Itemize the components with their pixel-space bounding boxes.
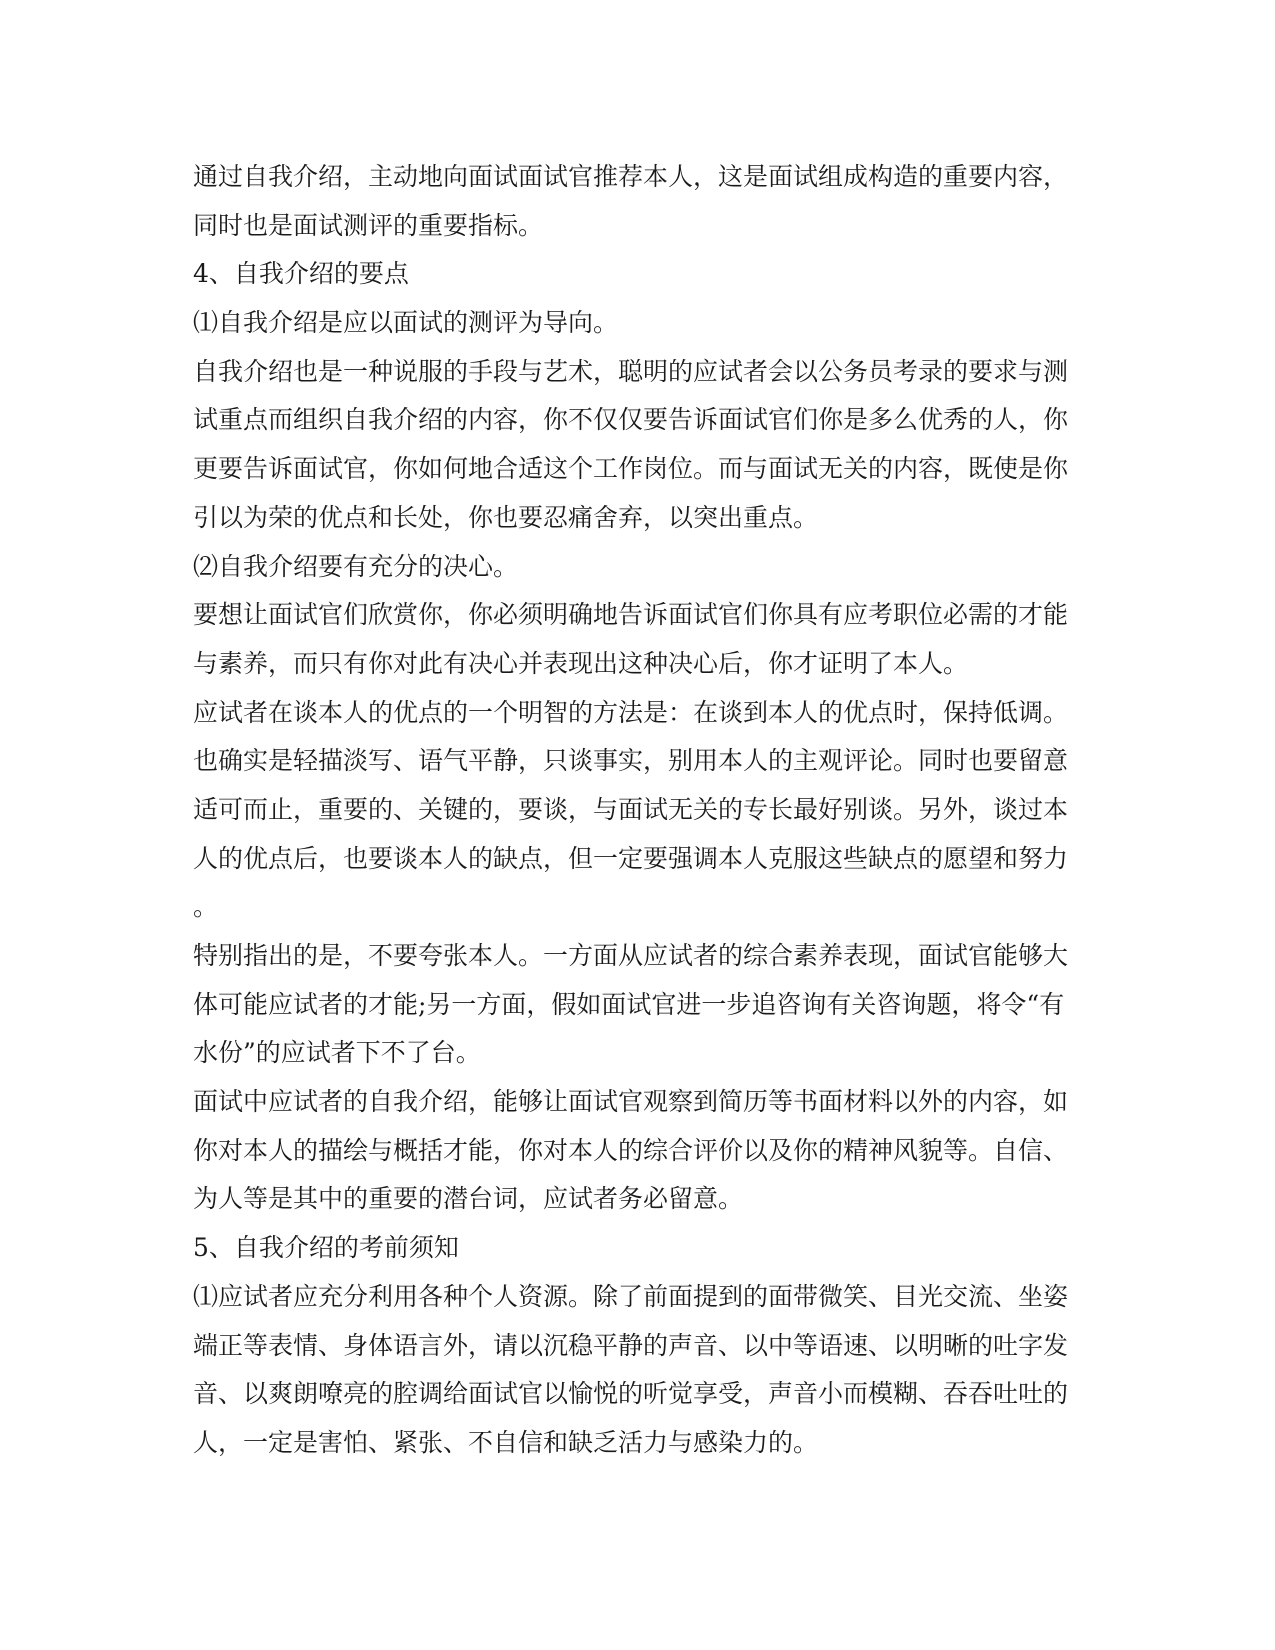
paragraph-line: 引以为荣的优点和长处，你也要忍痛舍弃，以突出重点。: [193, 502, 819, 532]
paragraph-line: 为人等是其中的重要的潜台词，应试者务必留意。: [193, 1184, 744, 1214]
paragraph-line: 试重点而组织自我介绍的内容，你不仅仅要告诉面试官们你是多么优秀的人，你: [193, 405, 1069, 435]
paragraph-line: 要想让面试官们欣赏你，你必须明确地告诉面试官们你具有应考职位必需的才能: [193, 600, 1069, 630]
paragraph-line: ⑴应试者应充分利用各种个人资源。除了前面提到的面带微笑、目光交流、坐姿: [193, 1281, 1069, 1311]
paragraph-line: 体可能应试者的才能;另一方面，假如面试官进一步追咨询有关咨询题，将令“有: [193, 989, 1065, 1019]
paragraph-line: 水份”的应试者下不了台。: [193, 1038, 481, 1068]
paragraph-line: 也确实是轻描淡写、语气平静，只谈事实，别用本人的主观评论。同时也要留意: [193, 746, 1069, 776]
paragraph-line: 应试者在谈本人的优点的一个明智的方法是：在谈到本人的优点时，保持低调。: [193, 697, 1069, 727]
subsection-heading: ⑴自我介绍是应以面试的测评为导向。: [193, 308, 619, 338]
paragraph-line: 同时也是面试测评的重要指标。: [193, 210, 544, 240]
paragraph-line: 你对本人的描绘与概括才能，你对本人的综合评价以及你的精神风貌等。自信、: [193, 1135, 1069, 1165]
paragraph-line: 面试中应试者的自我介绍，能够让面试官观察到简历等书面材料以外的内容，如: [193, 1087, 1069, 1117]
paragraph-line: 音、以爽朗嘹亮的腔调给面试官以愉悦的听觉享受，声音小而模糊、吞吞吐吐的: [193, 1379, 1069, 1409]
paragraph-line: 更要告诉面试官，你如何地合适这个工作岗位。而与面试无关的内容，既使是你: [193, 454, 1069, 484]
paragraph-line: 。: [193, 892, 219, 922]
paragraph-line: 特别指出的是，不要夸张本人。一方面从应试者的综合素养表现，面试官能够大: [193, 941, 1069, 970]
section-heading: 5、自我介绍的考前须知: [193, 1233, 459, 1263]
paragraph-line: 适可而止，重要的、关键的，要谈，与面试无关的专长最好别谈。另外，谈过本: [193, 794, 1069, 824]
paragraph-line: 自我介绍也是一种说服的手段与艺术，聪明的应试者会以公务员考录的要求与测: [193, 356, 1069, 386]
paragraph-line: 人，一定是害怕、紧张、不自信和缺乏活力与感染力的。: [193, 1427, 819, 1457]
paragraph-line: 通过自我介绍，主动地向面试面试官推荐本人，这是面试组成构造的重要内容，: [193, 162, 1069, 191]
paragraph-line: 与素养，而只有你对此有决心并表现出这种决心后，你才证明了本人。: [193, 648, 969, 678]
section-heading: 4、自我介绍的要点: [193, 259, 409, 289]
paragraph-line: 端正等表情、身体语言外，请以沉稳平静的声音、以中等语速、以明晰的吐字发: [193, 1330, 1069, 1360]
subsection-heading: ⑵自我介绍要有充分的决心。: [193, 551, 519, 581]
document-body: [193, 153, 1093, 1468]
paragraph-line: 人的优点后，也要谈本人的缺点，但一定要强调本人克服这些缺点的愿望和努力: [193, 843, 1069, 873]
